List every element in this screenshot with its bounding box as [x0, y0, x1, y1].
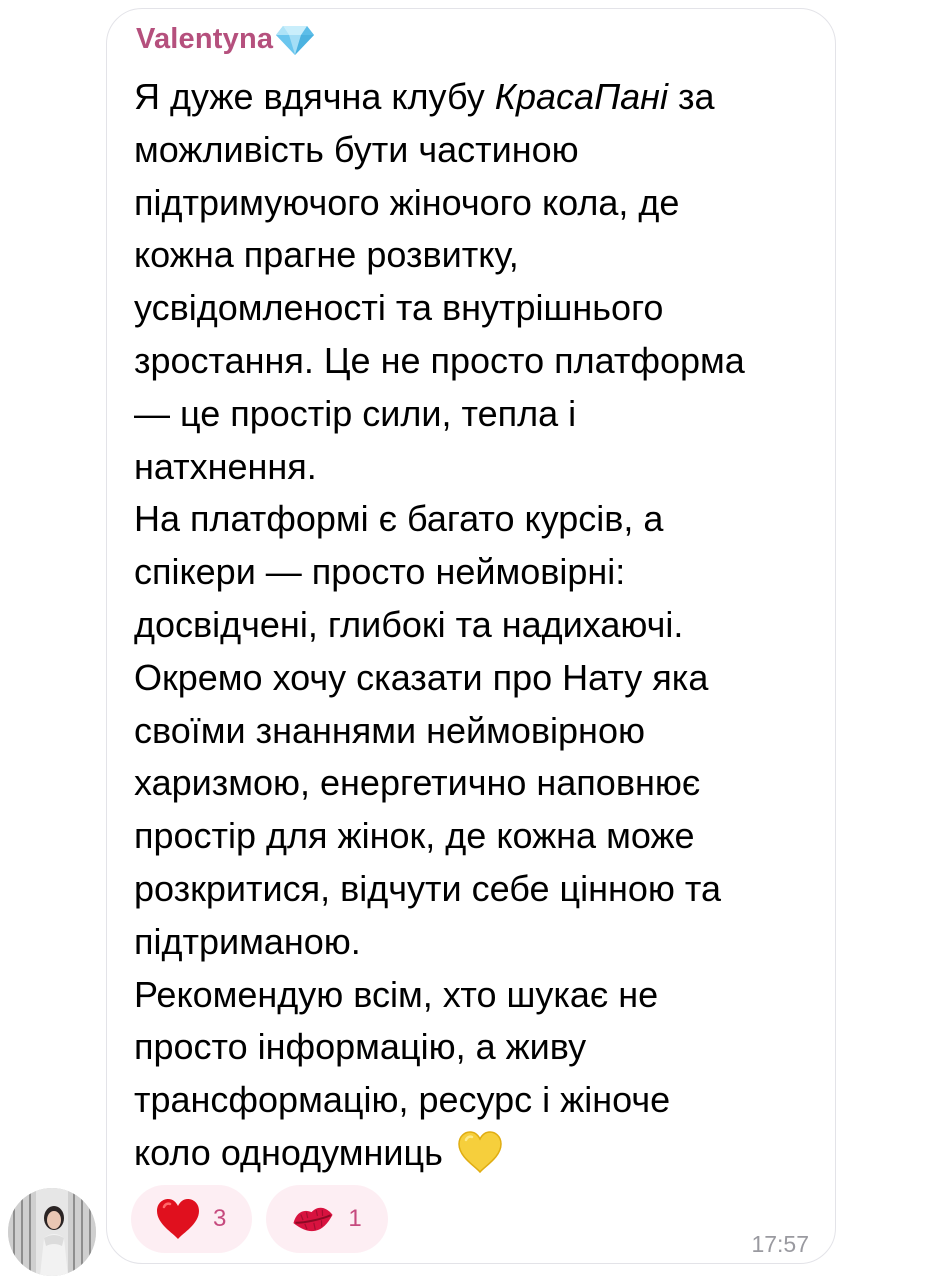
message-line — [134, 493, 824, 546]
message-line — [134, 1074, 824, 1127]
gem-icon — [275, 24, 315, 56]
reactions-bar — [131, 1185, 388, 1253]
message-line-text: можливість бути частиною — [134, 128, 579, 170]
message-line-text: за — [668, 76, 715, 117]
message-line — [134, 810, 824, 863]
message-line — [134, 71, 824, 124]
message-line-text: підтриманою. — [134, 920, 361, 962]
message-line — [134, 652, 824, 705]
message-timestamp: 17:57 — [751, 1231, 809, 1257]
message-line — [134, 282, 824, 335]
message-line — [134, 177, 824, 230]
message-line-text: простір для жінок, де кожна може — [134, 815, 695, 857]
message-line-text: просто інформацію, а живу — [134, 1026, 587, 1068]
message-text — [134, 71, 824, 1180]
reaction-kiss[interactable] — [266, 1185, 387, 1253]
avatar[interactable] — [8, 1188, 96, 1276]
message-line-text: усвідомленості та внутрішнього — [134, 287, 664, 329]
message-line-text: досвідчені, глибокі та надихаючі. — [134, 603, 684, 645]
message-line-text: Окремо хочу сказати про Нату яка — [134, 656, 709, 698]
message-line — [134, 335, 824, 388]
message-line-text: Я дуже вдячна клубу — [134, 76, 495, 117]
message-line — [134, 705, 824, 758]
reaction-count: 3 — [213, 1205, 227, 1232]
message-line-text: натхнення. — [134, 445, 317, 487]
kiss-lips-icon — [290, 1197, 336, 1241]
message-line — [134, 441, 824, 494]
sender-name[interactable]: Valentyna — [136, 23, 274, 55]
message-line-text: Рекомендую всім, хто шукає не — [134, 973, 659, 1015]
club-name: КрасаПані — [494, 76, 668, 117]
reaction-count: 1 — [348, 1205, 362, 1232]
message-line-text: розкритися, відчути себе цінною та — [134, 867, 721, 909]
message-line-text: коло однодумниць — [134, 1131, 453, 1173]
message-line-text: своїми знаннями неймовірною — [134, 709, 645, 751]
avatar-photo — [8, 1188, 96, 1276]
message-line — [134, 546, 824, 599]
message-line-text: — це простір сили, тепла і — [134, 392, 577, 434]
yellow-heart-icon — [457, 1129, 503, 1175]
message-line-text: зростання. Це не просто платформа — [134, 339, 745, 381]
message-line-text: трансформацію, ресурс і жіноче — [134, 1079, 671, 1121]
message-line — [134, 1127, 824, 1180]
message-bubble[interactable] — [106, 8, 836, 1264]
message-line-text: кожна прагне розвитку, — [134, 234, 519, 276]
message-line — [134, 124, 824, 177]
message-line-text: підтримуючого жіночого кола, де — [134, 181, 680, 223]
message-line-text: На платформі є багато курсів, а — [134, 498, 664, 540]
message-line — [134, 229, 824, 282]
message-line — [134, 916, 824, 969]
message-line — [134, 757, 824, 810]
message-line — [134, 969, 824, 1022]
message-line — [134, 388, 824, 441]
message-line-text: харизмою, енергетично наповнює — [134, 762, 701, 804]
red-heart-icon — [155, 1197, 201, 1241]
message-line-text: спікери — просто неймовірні: — [134, 551, 626, 593]
sender-header — [136, 23, 315, 56]
message-line — [134, 1021, 824, 1074]
message-line — [134, 863, 824, 916]
reaction-heart[interactable] — [131, 1185, 252, 1253]
message-line — [134, 599, 824, 652]
